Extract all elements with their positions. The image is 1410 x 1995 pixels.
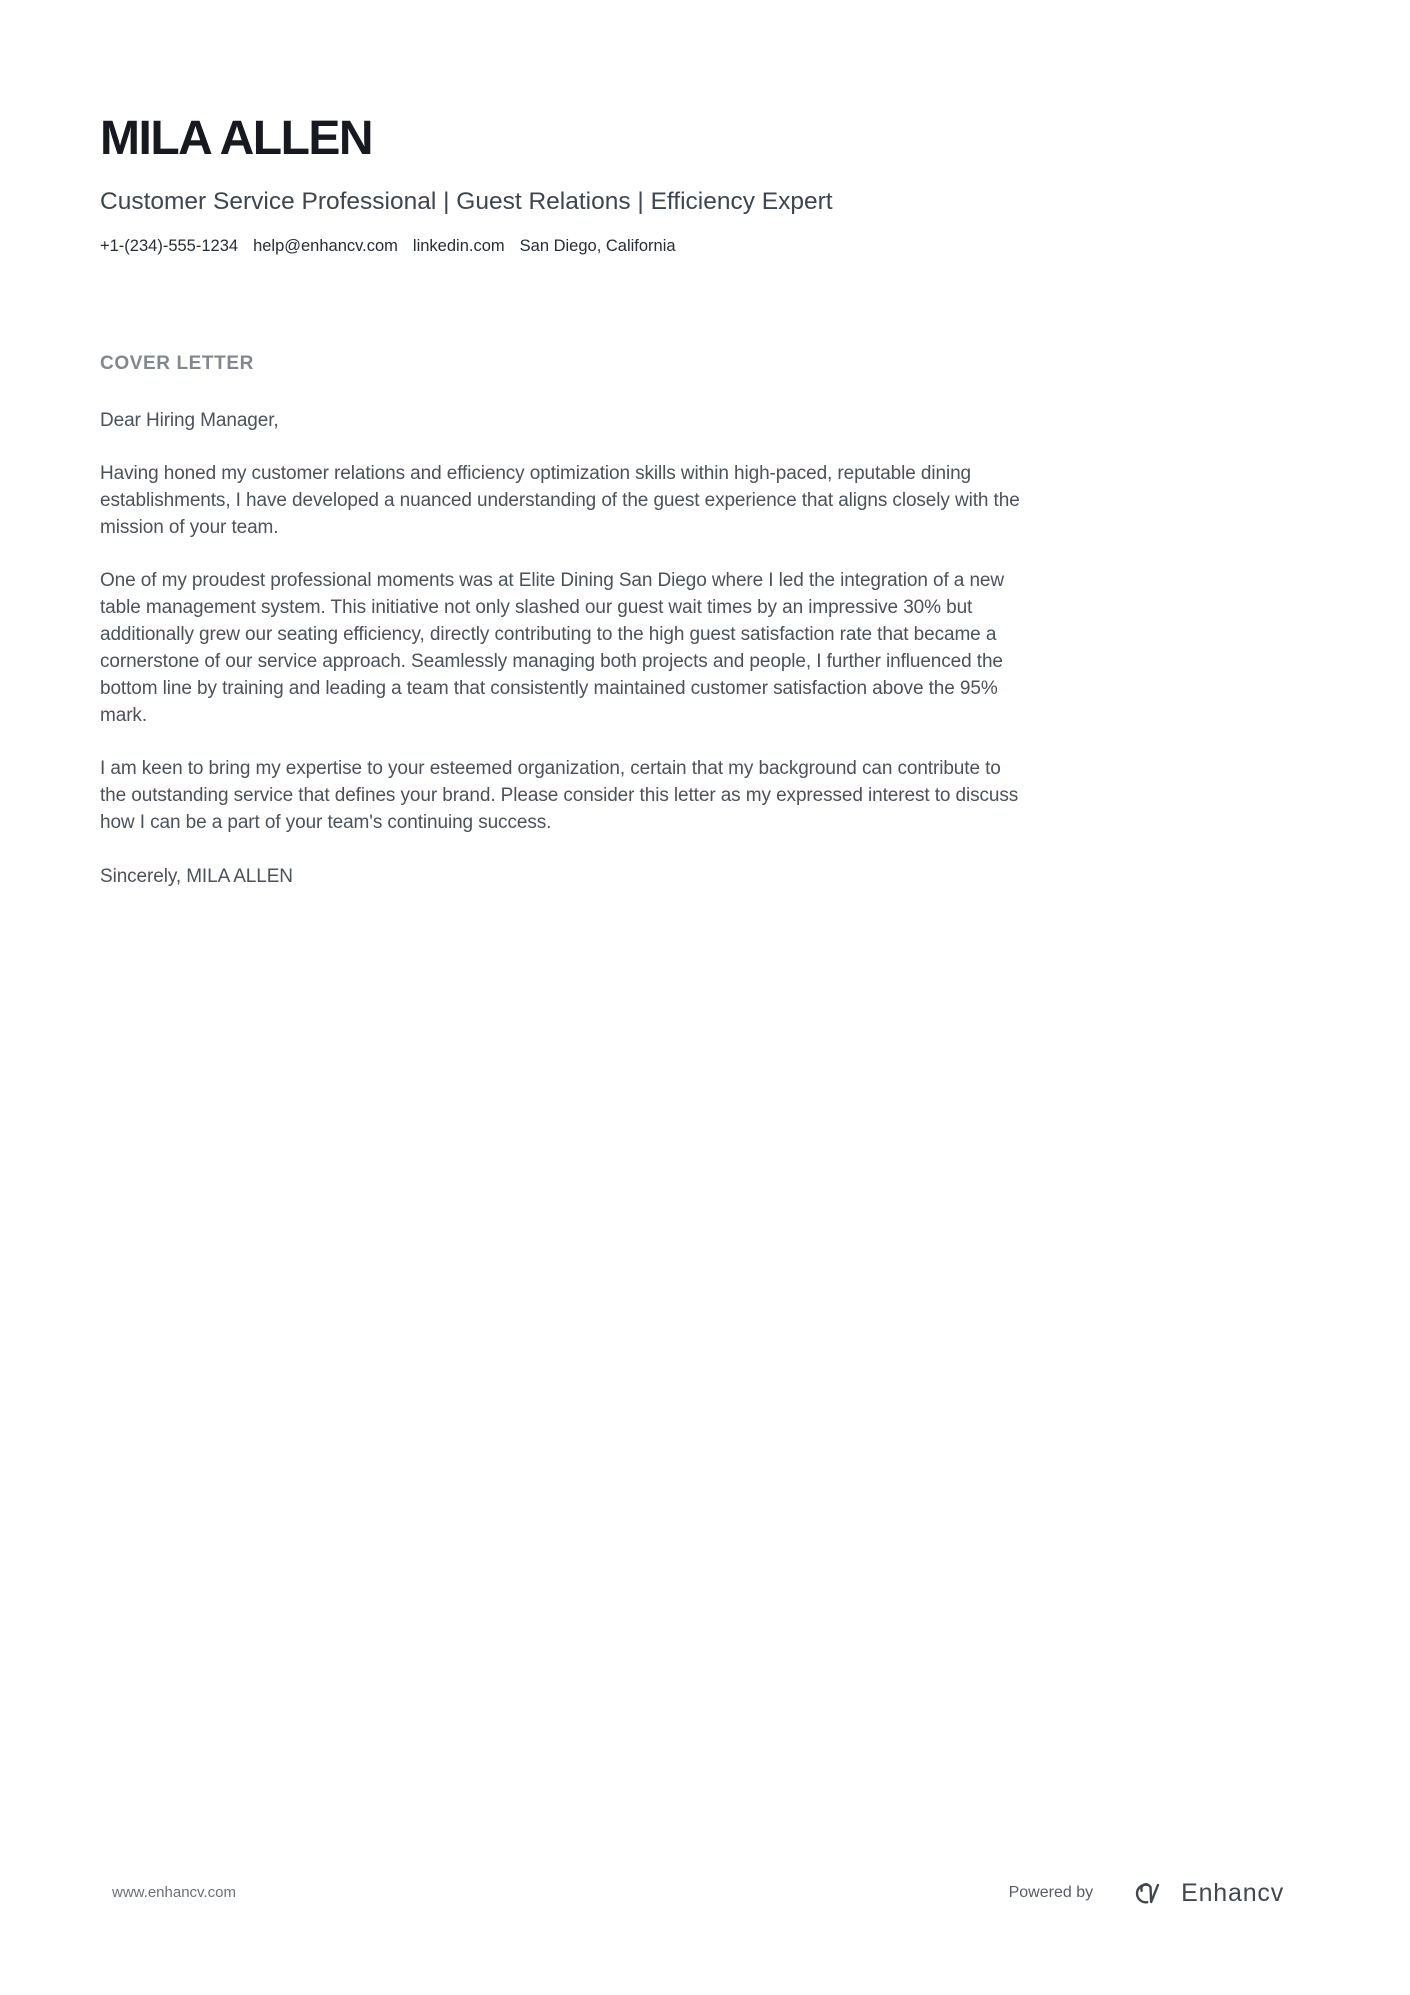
contact-linkedin: linkedin.com bbox=[412, 237, 505, 255]
signoff: Sincerely, MILA ALLEN bbox=[100, 866, 293, 887]
contact-location: San Diego, California bbox=[519, 237, 676, 255]
enhancv-logo-icon bbox=[1123, 1880, 1171, 1907]
powered-by-label: Powered by bbox=[1008, 1884, 1094, 1901]
candidate-headline: Customer Service Professional | Guest Relations | Efficiency Expert bbox=[100, 188, 833, 215]
letter-content bbox=[100, 0, 1032, 890]
contact-email: help@enhancv.com bbox=[253, 237, 398, 255]
brand-name: Enhancv bbox=[1181, 1878, 1284, 1907]
letter-paragraph: Having honed my customer relations and efficiency optimization skills within high-paced, reputable dining establishments, I have developed a nuanced understanding of the guest experience that aligns closely with the mission of your team. bbox=[100, 463, 1020, 538]
salutation: Dear Hiring Manager, bbox=[100, 410, 279, 431]
page-footer bbox=[0, 1872, 1410, 1914]
footer-brand-group bbox=[1009, 1879, 1284, 1908]
letter-paragraph: I am keen to bring my expertise to your esteemed organization, certain that my background can contribute to the outstanding service that defines your brand. Please consider this letter as my expressed interest to discuss how I can be a part of your team's continuing success. bbox=[100, 758, 1019, 833]
section-label-cover-letter: COVER LETTER bbox=[100, 353, 254, 374]
letter-paragraph: One of my proudest professional moments was at Elite Dining San Diego where I led the integration of a new table management system. This initiative not only slashed our guest wait times by an impressive 30% but additionally grew our seating efficiency, directly contributing to the high guest satisfaction rate that became a cornerstone of our service approach. Seamlessly managing both projects and people, I further influenced the bottom line by training and leading a team that consistently maintained customer satisfaction above the 95% mark. bbox=[100, 570, 1005, 726]
contact-row bbox=[100, 236, 1032, 256]
candidate-name: MILA ALLEN bbox=[100, 112, 373, 165]
footer-site-url: www.enhancv.com bbox=[112, 1884, 236, 1901]
contact-phone: +1-(234)-555-1234 bbox=[100, 237, 239, 255]
